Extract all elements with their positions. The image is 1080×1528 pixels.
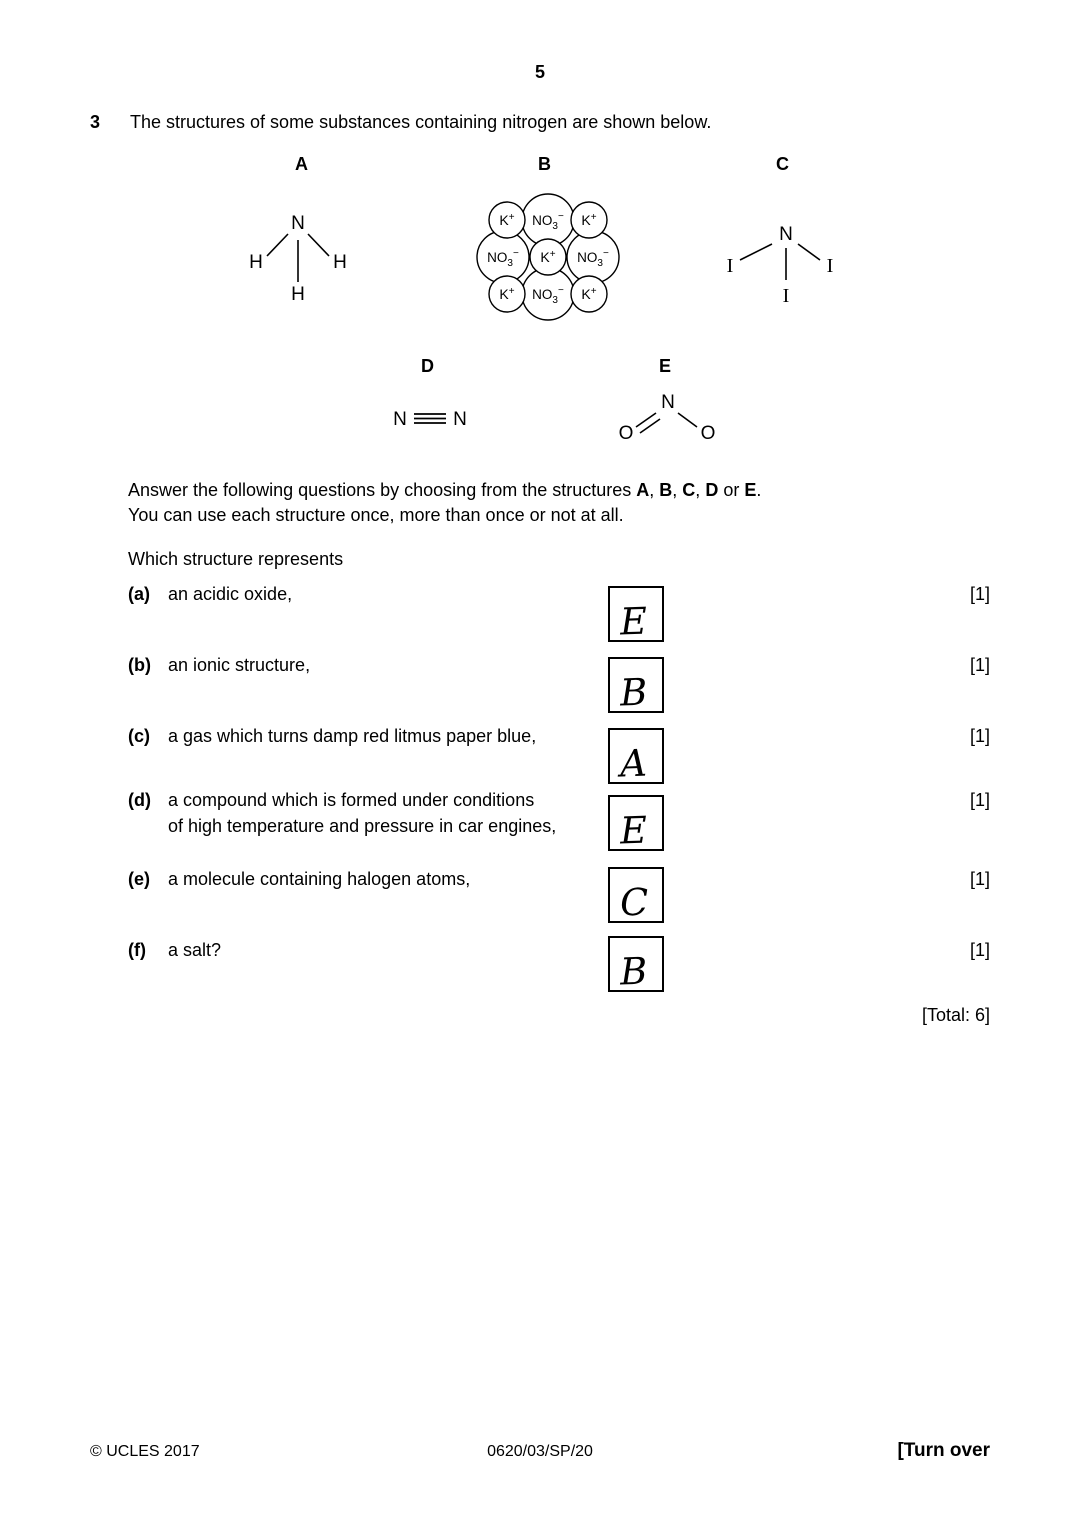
part-text: an ionic structure, xyxy=(168,655,311,675)
footer-paper-code: 0620/03/SP/20 xyxy=(487,1443,593,1460)
handwritten-answer: A xyxy=(619,741,648,786)
atom-h-left: H xyxy=(249,252,263,273)
handwritten-answer: E xyxy=(619,599,648,644)
question-prompt: Which structure represents xyxy=(128,549,344,569)
question-number: 3 xyxy=(90,112,101,132)
svg-text:K+: K+ xyxy=(581,212,597,228)
text-segment: C xyxy=(682,480,696,500)
part-label: (f) xyxy=(128,940,146,960)
part-text-line2: of high temperature and pressure in car engines, xyxy=(168,816,557,836)
marks: [1] xyxy=(969,655,990,675)
question-part-d xyxy=(0,790,1080,852)
text-segment: , xyxy=(672,480,683,500)
answer-box-c xyxy=(608,728,664,784)
structure-label-c: C xyxy=(776,154,789,174)
nitrate-ion xyxy=(522,268,574,320)
text-segment: or xyxy=(718,480,745,500)
atom-n: N xyxy=(291,213,305,234)
svg-text:NO3−: $NO_3^-$ xyxy=(577,248,609,269)
atom-i-right: I xyxy=(826,255,834,277)
handwritten-answer: B xyxy=(619,949,648,994)
handwritten-answer: C xyxy=(619,880,650,925)
text-segment: B xyxy=(659,480,673,500)
marks: [1] xyxy=(969,940,990,960)
text-segment: A xyxy=(636,480,650,500)
svg-text:K+: K+ xyxy=(499,286,515,302)
svg-text:NO3−: $NO_3^-$ xyxy=(532,211,564,232)
potassium-ion xyxy=(489,202,525,238)
part-text: a molecule containing halogen atoms, xyxy=(168,869,471,889)
svg-text:NO3−: $NO_3^-$ xyxy=(532,285,564,306)
atom-n: N xyxy=(779,224,793,245)
handwritten-answer: E xyxy=(619,808,648,853)
atom-o-left: O xyxy=(618,423,634,444)
text-segment: E xyxy=(744,480,757,500)
structure-d-diagram xyxy=(388,400,478,435)
marks: [1] xyxy=(969,726,990,746)
answer-box-a xyxy=(608,586,664,642)
answer-box-f xyxy=(608,936,664,992)
bond-line xyxy=(267,234,288,256)
atom-h-right: H xyxy=(333,252,347,273)
structure-b-diagram xyxy=(468,186,628,328)
svg-text:K+: K+ xyxy=(581,286,597,302)
part-label: (e) xyxy=(128,869,150,889)
svg-text:K+: K+ xyxy=(540,249,556,265)
atom-n: N xyxy=(661,392,675,413)
atom-n-left: N xyxy=(393,409,407,430)
page-number: 5 xyxy=(534,62,545,82)
structure-a-diagram xyxy=(240,196,370,311)
structure-label-e: E xyxy=(659,356,672,376)
question-part-c xyxy=(0,726,1080,784)
footer-copyright: © UCLES 2017 xyxy=(90,1443,200,1460)
bond-line xyxy=(798,244,820,260)
structure-e-diagram xyxy=(612,388,722,448)
double-bond-line xyxy=(640,419,660,433)
instructions-line2: You can use each structure once, more than once or not at all. xyxy=(128,505,624,525)
part-text: an acidic oxide, xyxy=(168,584,293,604)
part-text: a gas which turns damp red litmus paper blue, xyxy=(168,726,537,746)
question-part-a xyxy=(0,584,1080,642)
text-segment: , xyxy=(649,480,660,500)
nitrate-ion xyxy=(477,231,529,283)
atom-o-right: O xyxy=(700,423,716,444)
part-label: (b) xyxy=(128,655,151,675)
potassium-ion xyxy=(571,276,607,312)
bond-line xyxy=(308,234,329,256)
structure-label-b: B xyxy=(538,154,551,174)
answer-box-b xyxy=(608,657,664,713)
potassium-ion xyxy=(489,276,525,312)
potassium-ion xyxy=(571,202,607,238)
question-intro: The structures of some substances containing nitrogen are shown below. xyxy=(130,112,712,132)
text-segment: Answer the following questions by choosing from the structures xyxy=(128,480,637,500)
bond-line xyxy=(678,413,697,427)
total-marks: [Total: 6] xyxy=(921,1005,990,1025)
double-bond-line xyxy=(636,413,656,427)
atom-i-bottom: I xyxy=(782,285,790,306)
marks: [1] xyxy=(969,869,990,889)
answer-box-d xyxy=(608,795,664,851)
atom-h-bottom: H xyxy=(291,284,305,305)
structure-c-diagram xyxy=(720,214,840,306)
svg-text:NO3−: $NO_3^-$ xyxy=(487,248,519,269)
text-segment: , xyxy=(695,480,706,500)
part-label: (c) xyxy=(128,726,150,746)
nitrate-ion xyxy=(522,194,574,246)
part-text: a salt? xyxy=(168,940,222,960)
marks: [1] xyxy=(969,790,990,810)
text-segment: D xyxy=(705,480,719,500)
handwritten-answer: B xyxy=(619,670,648,715)
question-part-f xyxy=(0,940,1080,998)
part-label: (a) xyxy=(128,584,150,604)
question-part-e xyxy=(0,869,1080,927)
part-text: a compound which is formed under conditions xyxy=(168,790,535,810)
atom-n-right: N xyxy=(453,409,467,430)
marks: [1] xyxy=(969,584,990,604)
answer-box-e xyxy=(608,867,664,923)
instructions-line1 xyxy=(128,480,761,501)
structure-label-d: D xyxy=(421,356,434,376)
question-part-b xyxy=(0,655,1080,713)
text-segment: . xyxy=(756,480,762,500)
bond-line xyxy=(740,244,772,260)
nitrate-ion xyxy=(567,231,619,283)
footer-turn-over: [Turn over xyxy=(897,1440,990,1461)
part-label: (d) xyxy=(128,790,151,810)
atom-i-left: I xyxy=(726,255,734,277)
potassium-ion xyxy=(530,239,566,275)
structure-label-a: A xyxy=(295,154,308,174)
svg-text:K+: K+ xyxy=(499,212,515,228)
